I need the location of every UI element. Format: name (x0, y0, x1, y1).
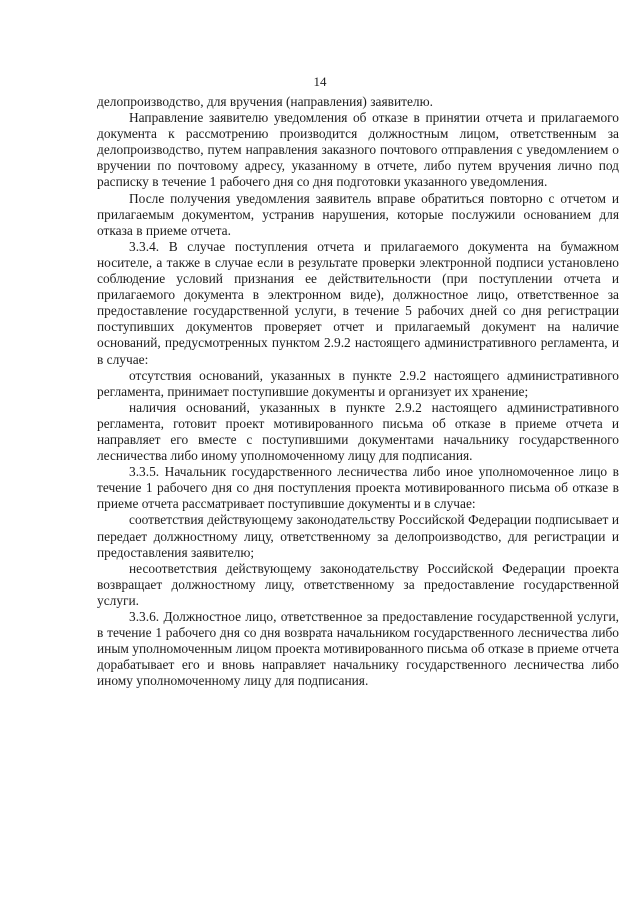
paragraph-3-3-5: 3.3.5. Начальник государственного лесничества либо иное уполномоченное лицо в течение 1 рабочего дня со дня поступления проекта мотивированного письма об отказе в приеме отчета рассматривает поступившие документы и в случае: (97, 464, 619, 512)
paragraph-3-3-4: 3.3.4. В случае поступления отчета и прилагаемого документа на бумажном носителе, а также в случае если в результате проверки электронной подписи установлено соблюдение условий признания ее действительности (при поступлении отчета и прилагаемого документа в электронном виде), должностное лицо, ответственное за предоставление государственной услуги, в течение 5 рабочих дней со дня регистрации поступивших документов проверяет отчет и прилагаемый документ на наличие оснований, предусмотренных пунктом 2.9.2 настоящего административного регламента, и в случае: (97, 238, 619, 367)
paragraph-continuation: делопроизводство, для вручения (направления) заявителю. (97, 94, 433, 109)
paragraph-notification-delivery: Направление заявителю уведомления об отказе в принятии отчета и прилагаемого документа к рассмотрению производится должностным лицом, ответственным за делопроизводство, путем направления заказного почтового отправления с уведомлением о вручении по почтовому адресу, указанному в отчете, либо путем вручения лично под расписку в течение 1 рабочего дня со дня подготовки указанного уведомления. (97, 110, 619, 190)
document-body (97, 94, 619, 689)
paragraph-3-3-6: 3.3.6. Должностное лицо, ответственное за предоставление государственной услуги, в течение 1 рабочего дня со дня возврата начальником государственного лесничества либо иным уполномоченным лицом проекта мотивированного письма об отказе в приеме отчета дорабатывает его и вновь направляет начальнику государственного лесничества либо иному уполномоченному лицу для подписания. (97, 609, 619, 689)
paragraph-grounds-present: наличия оснований, указанных в пункте 2.9.2 настоящего административного регламента, готовит проект мотивированного письма об отказе в приеме отчета и направляет его вместе с поступившими документами начальнику государственного лесничества либо иному уполномоченному лицу для подписания. (97, 399, 619, 464)
paragraph-repeat-application: После получения уведомления заявитель вправе обратиться повторно с отчетом и прилагаемым документом, устранив нарушения, которые послужили основанием для отказа в приеме отчета. (97, 190, 619, 238)
paragraph-noncompliance: несоответствия действующему законодательству Российской Федерации проекта возвращает должностному лицу, ответственному за предоставление государственной услуги. (97, 560, 619, 608)
paragraph-no-grounds: отсутствия оснований, указанных в пункте 2.9.2 настоящего административного регламента, принимает поступившие документы и организует их хранение; (97, 367, 619, 399)
paragraph-compliance: соответствия действующему законодательству Российской Федерации подписывает и передает должностному лицу, ответственному за делопроизводство, для регистрации и предоставления заявителю; (97, 512, 619, 560)
page-number: 14 (313, 74, 327, 89)
